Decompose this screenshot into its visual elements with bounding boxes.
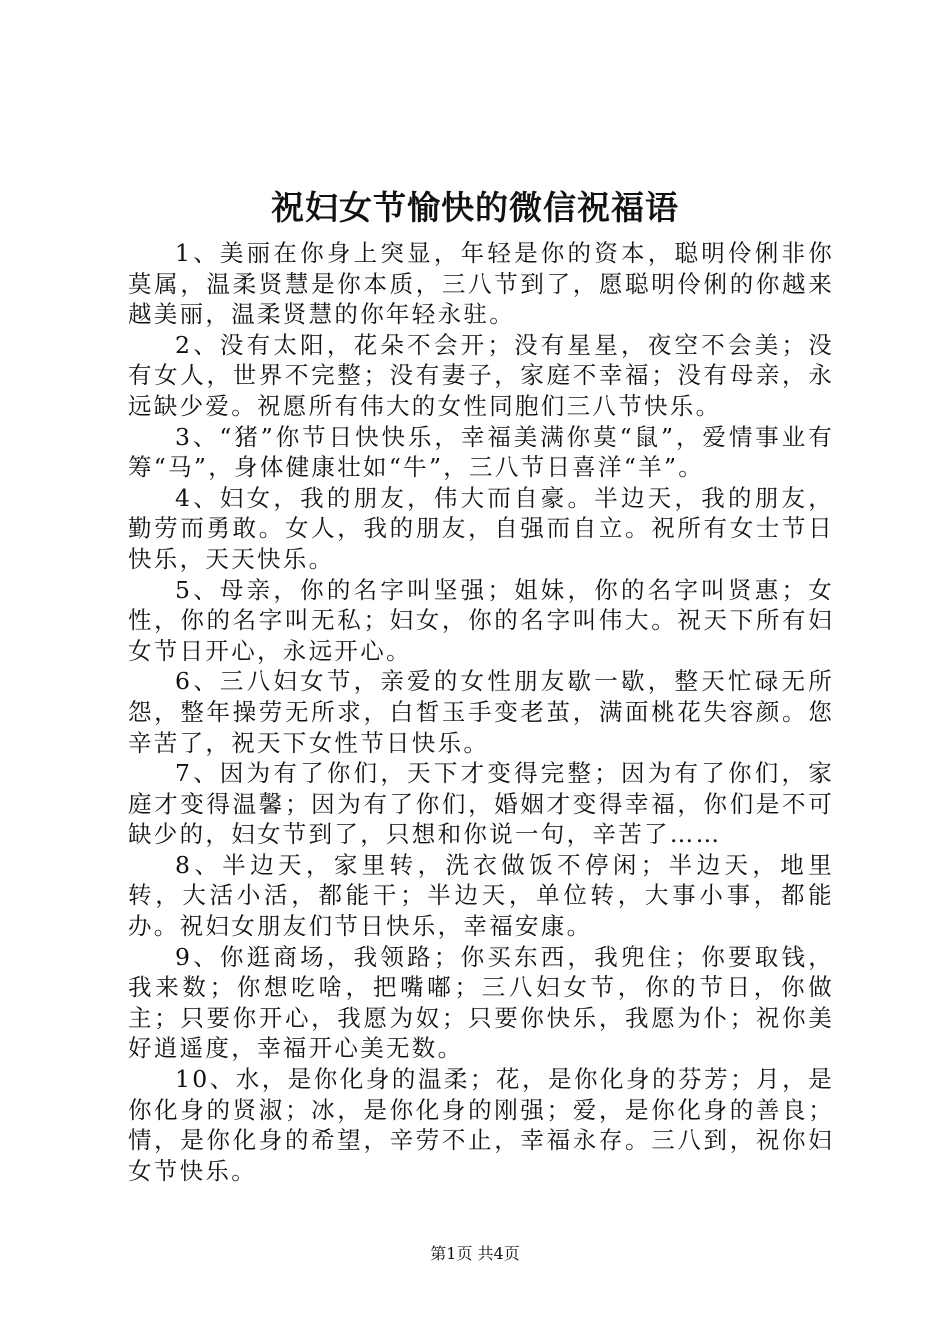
paragraph: 5、母亲，你的名字叫坚强；姐妹，你的名字叫贤惠；女性，你的名字叫无私；妇女，你的名字叫伟大。祝天下所有妇女节日开心，永远开心。: [128, 575, 834, 665]
paragraph: 2、没有太阳，花朵不会开；没有星星，夜空不会美；没有女人，世界不完整；没有妻子，家庭不幸福；没有母亲，永远缺少爱。祝愿所有伟大的女性同胞们三八节快乐。: [128, 330, 834, 420]
paragraph: 8、半边天，家里转，洗衣做饭不停闲；半边天，地里转，大活小活，都能干；半边天，单位转，大事小事，都能办。祝妇女朋友们节日快乐，幸福安康。: [128, 850, 834, 941]
document-body: [128, 238, 834, 1186]
paragraph: 3、“猪”你节日快快乐，幸福美满你莫“鼠”，爱情事业有筹“马”，身体健康壮如“牛”，三八节日喜洋“羊”。: [128, 422, 834, 482]
paragraph: 9、你逛商场，我领路；你买东西，我兜住；你要取钱，我来数；你想吃啥，把嘴嘟；三八妇女节，你的节日，你做主；只要你开心，我愿为奴；只要你快乐，我愿为仆；祝你美好逍遥度，幸福开心美无数。: [128, 942, 834, 1063]
paragraph: 6、三八妇女节，亲爱的女性朋友歇一歇，整天忙碌无所怨，整年操劳无所求，白皙玉手变老茧，满面桃花失容颜。您辛苦了，祝天下女性节日快乐。: [128, 667, 834, 757]
paragraph: 7、因为有了你们，天下才变得完整；因为有了你们，家庭才变得温馨；因为有了你们，婚姻才变得幸福，你们是不可缺少的，妇女节到了，只想和你说一句，辛苦了……: [128, 759, 834, 849]
paragraph: 1、美丽在你身上突显，年轻是你的资本，聪明伶俐非你莫属，温柔贤慧是你本质，三八节到了，愿聪明伶俐的你越来越美丽，温柔贤慧的你年轻永驻。: [128, 239, 834, 329]
page-number-footer: 第1页 共4页: [430, 1244, 520, 1263]
paragraph: 10、水，是你化身的温柔；花，是你化身的芬芳；月，是你化身的贤淑；冰，是你化身的刚强；爱，是你化身的善良；情，是你化身的希望，辛劳不止，幸福永存。三八到，祝你妇女节快乐。: [128, 1065, 834, 1185]
paragraph: 4、妇女，我的朋友，伟大而自豪。半边天，我的朋友，勤劳而勇敢。女人，我的朋友，自强而自立。祝所有女士节日快乐，天天快乐。: [128, 483, 834, 573]
document-title: 祝妇女节愉快的微信祝福语: [271, 188, 679, 227]
